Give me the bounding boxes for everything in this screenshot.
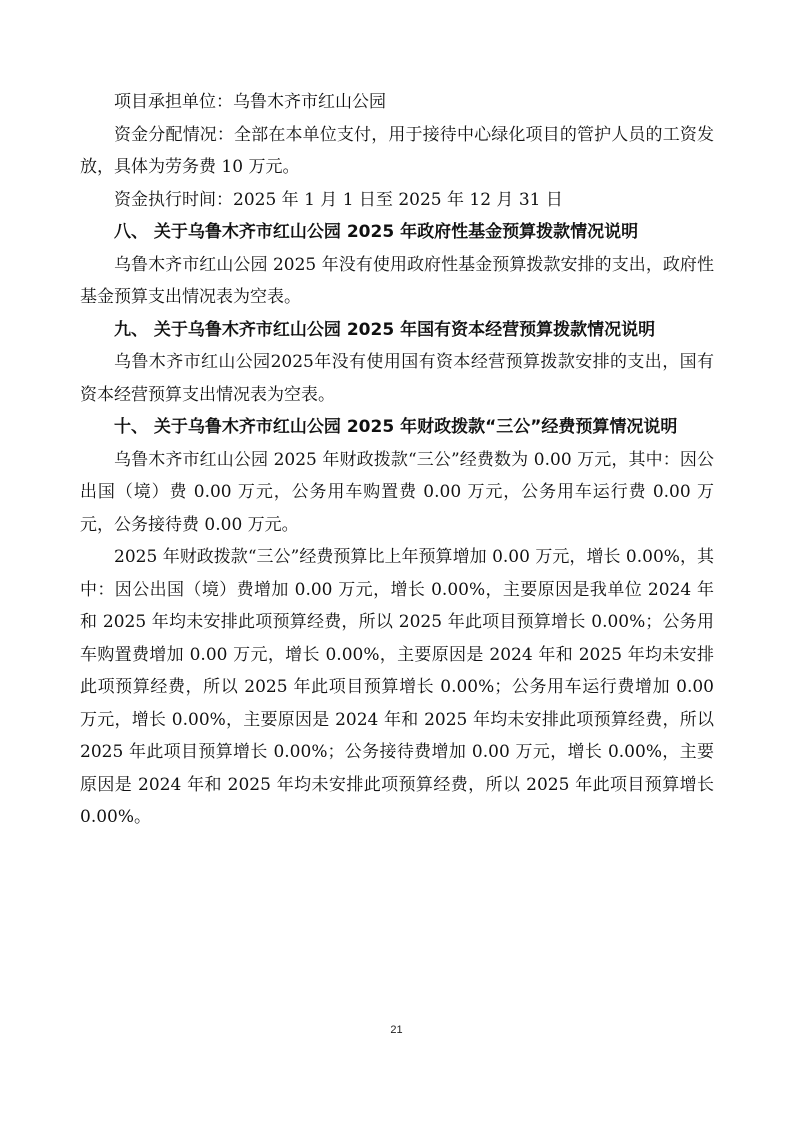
state-capital-paragraph: 乌鲁木齐市红山公园2025年没有使用国有资本经营预算拨款安排的支出，国有资本经营预算支出情况表为空表。 xyxy=(80,352,714,405)
three-public-expense-paragraph: 乌鲁木齐市红山公园 2025 年财政拨款“三公”经费数为 0.00 万元，其中：因公出国（境）费 0.00 万元，公务用车购置费 0.00 万元，公务用车运行费 0.00 万元，公务接待费 0.00 万元。 xyxy=(80,449,714,535)
three-public-change-paragraph: 2025 年财政拨款“三公”经费预算比上年预算增加 0.00 万元，增长 0.00%，其中：因公出国（境）费增加 0.00 万元，增长 0.00%，主要原因是我单位 2024 年和 2025 年均未安排此项预算经费，所以 2025 年此项目预算增长 0.00%；公务用车购置费增加 0.00 万元，增长 0.00%，主要原因是 2024 年和 2025 年均未安排此项预算经费，所以 2025 年此项目预算增长 0.00%；公务用车运行费增加 0.00 万元，增长 0.00%，主要原因是 2024 年和 2025 年均未安排此项预算经费，所以 2025 年此项目预算增长 0.00%；公务接待费增加 0.00 万元，增长 0.00%，主要原因是 2024 年和 2025 年均未安排此项预算经费，所以 2025 年此项目预算增长 0.00%。 xyxy=(80,547,714,827)
fund-execution-time-paragraph: 资金执行时间：2025 年 1 月 1 日至 2025 年 12 月 31 日 xyxy=(114,189,563,210)
fund-allocation-paragraph: 资金分配情况：全部在本单位支付，用于接待中心绿化项目的管护人员的工资发放，具体为劳务费 10 万元。 xyxy=(80,124,714,177)
section-heading-8: 八、 关于乌鲁木齐市红山公园 2025 年政府性基金预算拨款情况说明 xyxy=(114,222,639,242)
page-number: 21 xyxy=(390,1024,403,1036)
document-body xyxy=(80,86,714,834)
section-heading-10: 十、 关于乌鲁木齐市红山公园 2025 年财政拨款“三公”经费预算情况说明 xyxy=(114,417,678,437)
government-fund-paragraph: 乌鲁木齐市红山公园 2025 年没有使用政府性基金预算拨款安排的支出，政府性基金预算支出情况表为空表。 xyxy=(80,254,714,307)
project-unit-paragraph: 项目承担单位：乌鲁木齐市红山公园 xyxy=(114,92,386,112)
section-heading-9: 九、 关于乌鲁木齐市红山公园 2025 年国有资本经营预算拨款情况说明 xyxy=(114,319,656,340)
